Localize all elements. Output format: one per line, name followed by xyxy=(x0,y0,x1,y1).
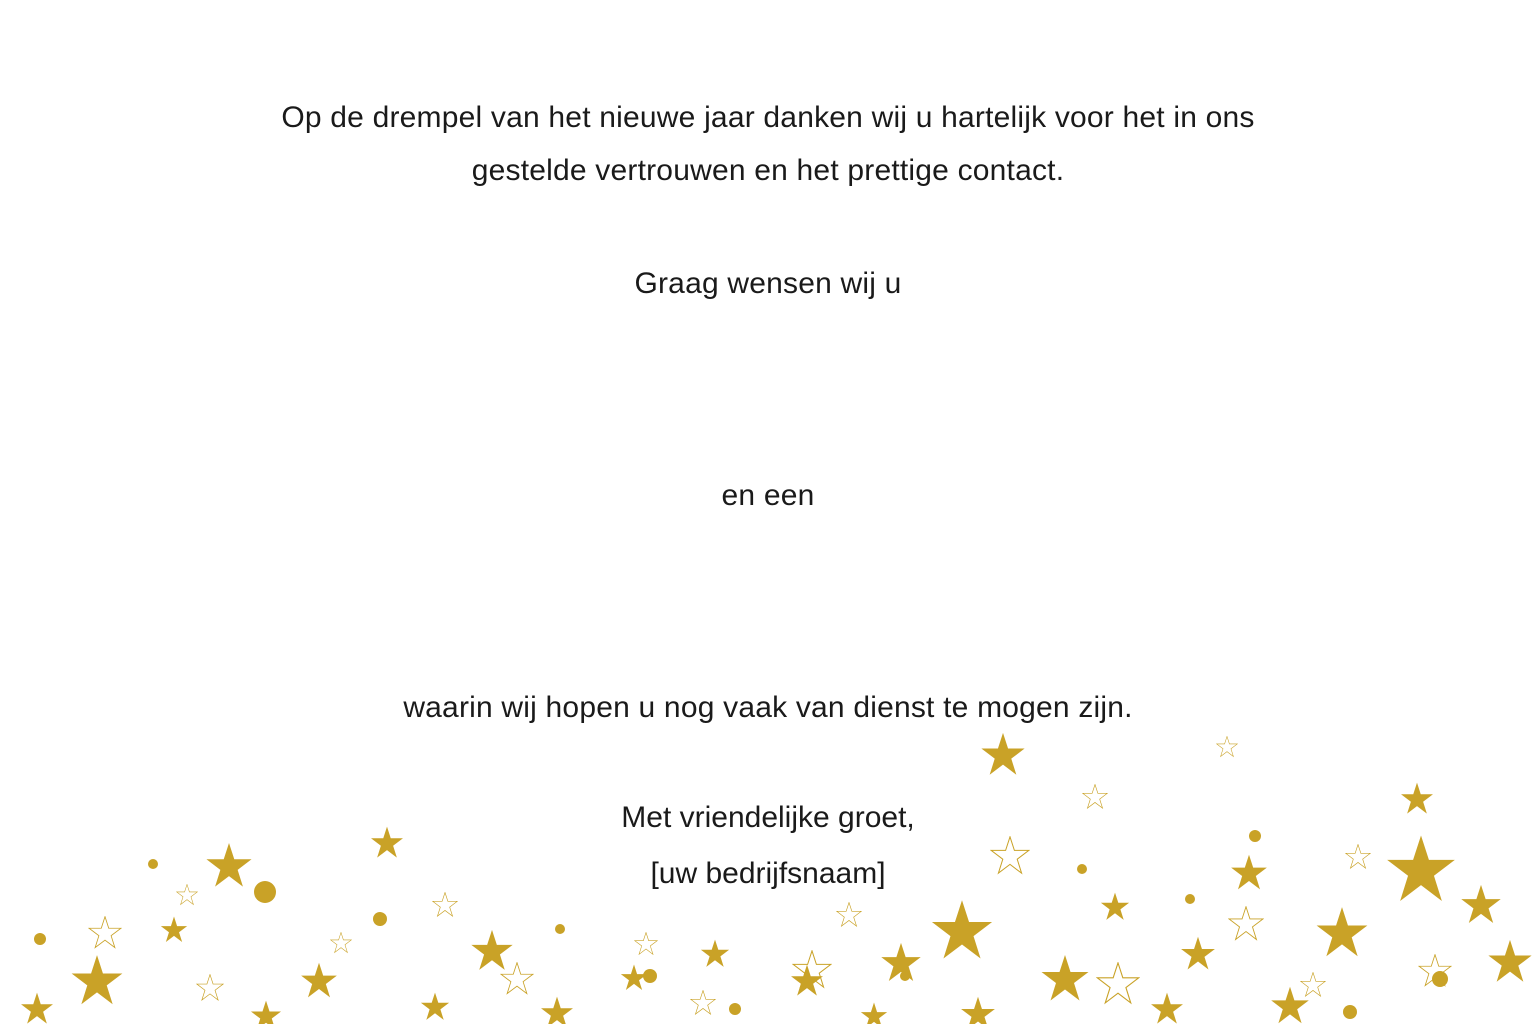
signature-block xyxy=(0,790,1536,901)
paragraph-thanks xyxy=(0,92,1536,197)
signature-closing: Met vriendelijke groet, xyxy=(621,801,915,834)
paragraph-and-a: en een xyxy=(721,479,815,512)
paragraph-service: waarin wij hopen u nog vaak van dienst te mogen zijn. xyxy=(403,691,1133,724)
paragraph-thanks-text: Op de drempel van het nieuwe jaar danken wij u hartelijk voor het in ons gestelde vertrouwen en het prettige contact. xyxy=(281,101,1255,187)
signature-company-placeholder: [uw bedrijfsnaam] xyxy=(650,856,886,890)
paragraph-wish-intro: Graag wensen wij u xyxy=(634,267,902,300)
